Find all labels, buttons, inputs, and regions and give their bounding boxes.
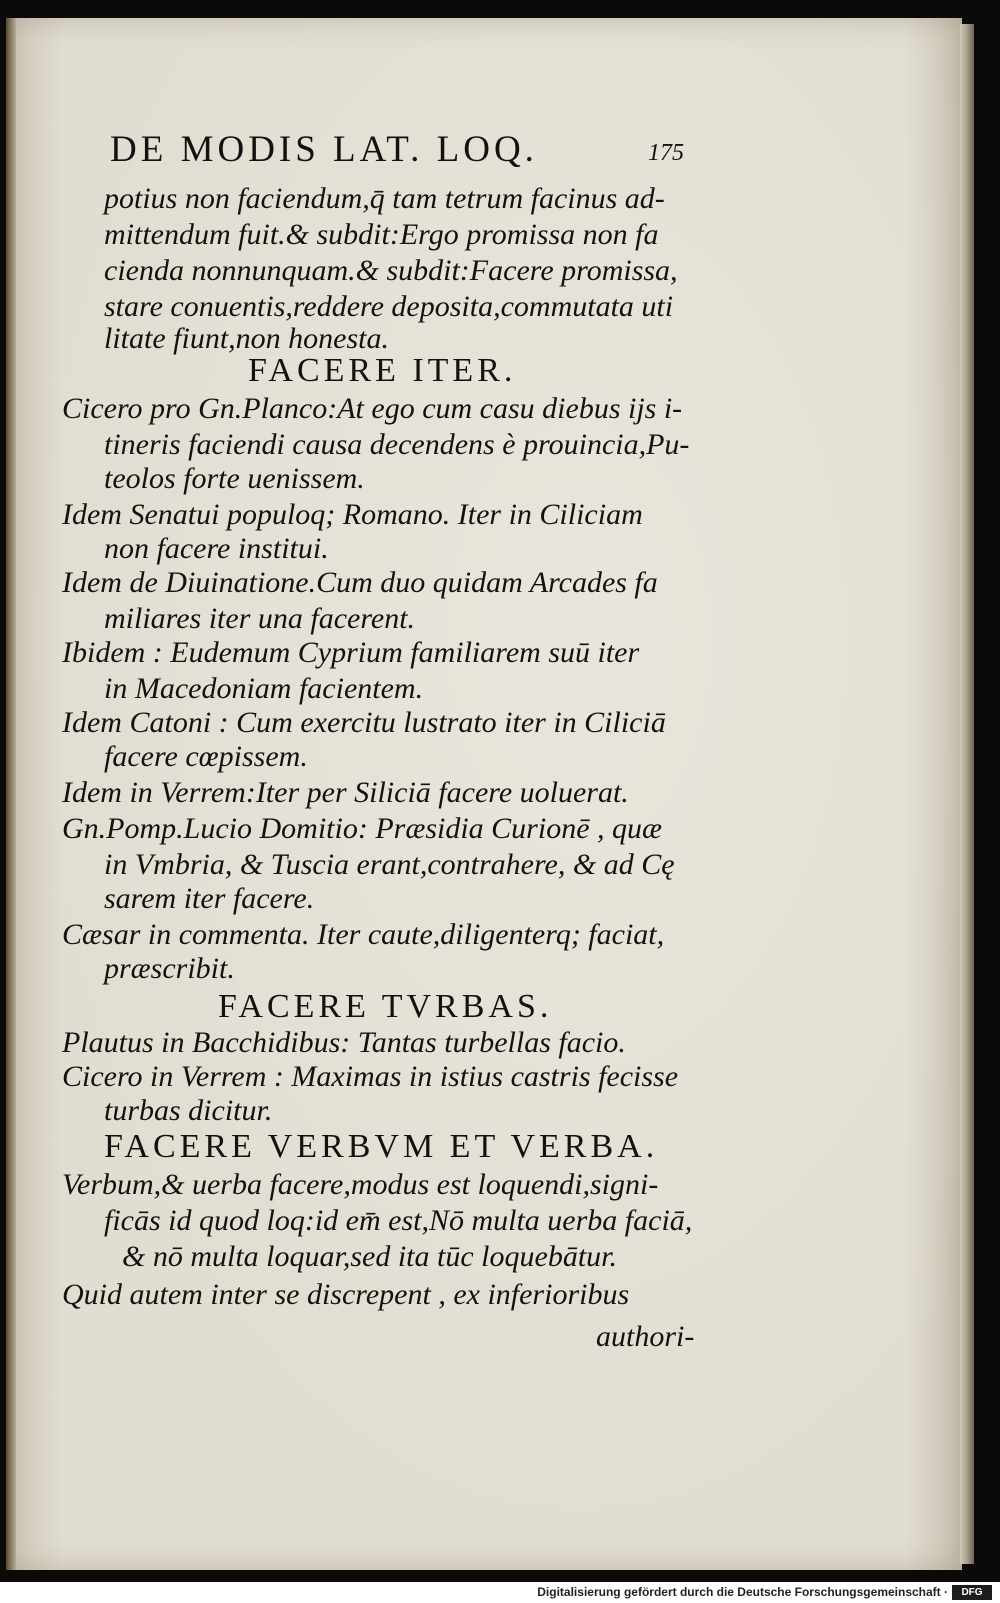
text-line: Gn.Pomp.Lucio Domitio: Præsidia Curionē , quæ — [62, 812, 663, 845]
text-line: non facere institui. — [104, 532, 329, 565]
text-line: Idem in Verrem:Iter per Siliciā facere uoluerat. — [62, 776, 629, 809]
text-line: sarem iter facere. — [104, 882, 315, 915]
page-gutter — [6, 18, 16, 1570]
page-edge — [960, 24, 974, 1564]
text-line: Verbum,& uerba facere,modus est loquendi,signi- — [62, 1168, 659, 1201]
text-line: ficās id quod loq:id em̄ est,Nō multa uerba faciā, — [104, 1204, 693, 1237]
text-line: mittendum fuit.& subdit:Ergo promissa non fa — [104, 218, 659, 251]
footer-credit: Digitalisierung gefördert durch die Deutsche Forschungsgemeinschaft · — [537, 1585, 948, 1599]
text-line: Idem Catoni : Cum exercitu lustrato iter in Ciliciā — [62, 706, 666, 739]
section-heading: FACERE ITER. — [248, 352, 517, 389]
text-line: tineris faciendi causa decendens è prouincia,Pu- — [104, 428, 690, 461]
section-heading: FACERE VERBVM ET VERBA. — [104, 1128, 659, 1165]
text-line: Quid autem inter se discrepent , ex inferioribus — [62, 1278, 630, 1311]
catchword: authori- — [596, 1320, 695, 1353]
digitization-footer — [0, 1582, 1000, 1603]
text-line: turbas dicitur. — [104, 1094, 273, 1127]
text-line: facere cœpissem. — [104, 740, 308, 773]
text-line: Plautus in Bacchidibus: Tantas turbellas facio. — [62, 1026, 626, 1059]
text-line: præscribit. — [104, 952, 235, 985]
text-line: Idem Senatui populoq; Romano. Iter in Ciliciam — [62, 498, 643, 531]
text-line: & nō multa loquar,sed ita tūc loquebātur. — [122, 1240, 617, 1273]
page-number: 175 — [648, 140, 684, 166]
dfg-logo-icon: DFG — [952, 1585, 992, 1600]
text-line: Ibidem : Eudemum Cyprium familiarem suū iter — [62, 636, 640, 669]
text-line: miliares iter una facerent. — [104, 602, 416, 635]
running-head: DE MODIS LAT. LOQ. — [110, 129, 538, 170]
text-line: in Vmbria, & Tuscia erant,contrahere, & ad Cę — [104, 848, 675, 881]
section-heading: FACERE TVRBAS. — [218, 988, 553, 1025]
text-line: Idem de Diuinatione.Cum duo quidam Arcades fa — [62, 566, 658, 599]
text-line: cienda nonnunquam.& subdit:Facere promissa, — [104, 254, 678, 287]
text-line: stare conuentis,reddere deposita,commutata uti — [104, 290, 674, 323]
text-line: Cicero pro Gn.Planco:At ego cum casu diebus ijs i- — [62, 392, 683, 425]
text-line: in Macedoniam facientem. — [104, 672, 424, 705]
text-line: Cæsar in commenta. Iter caute,diligenterq; faciat, — [62, 918, 665, 951]
text-line: Cicero in Verrem : Maximas in istius castris fecisse — [62, 1060, 679, 1093]
text-line: potius non faciendum,q̄ tam tetrum facinus ad- — [104, 182, 665, 215]
text-line: teolos forte uenissem. — [104, 462, 365, 495]
text-line: litate fiunt,non honesta. — [104, 322, 389, 355]
